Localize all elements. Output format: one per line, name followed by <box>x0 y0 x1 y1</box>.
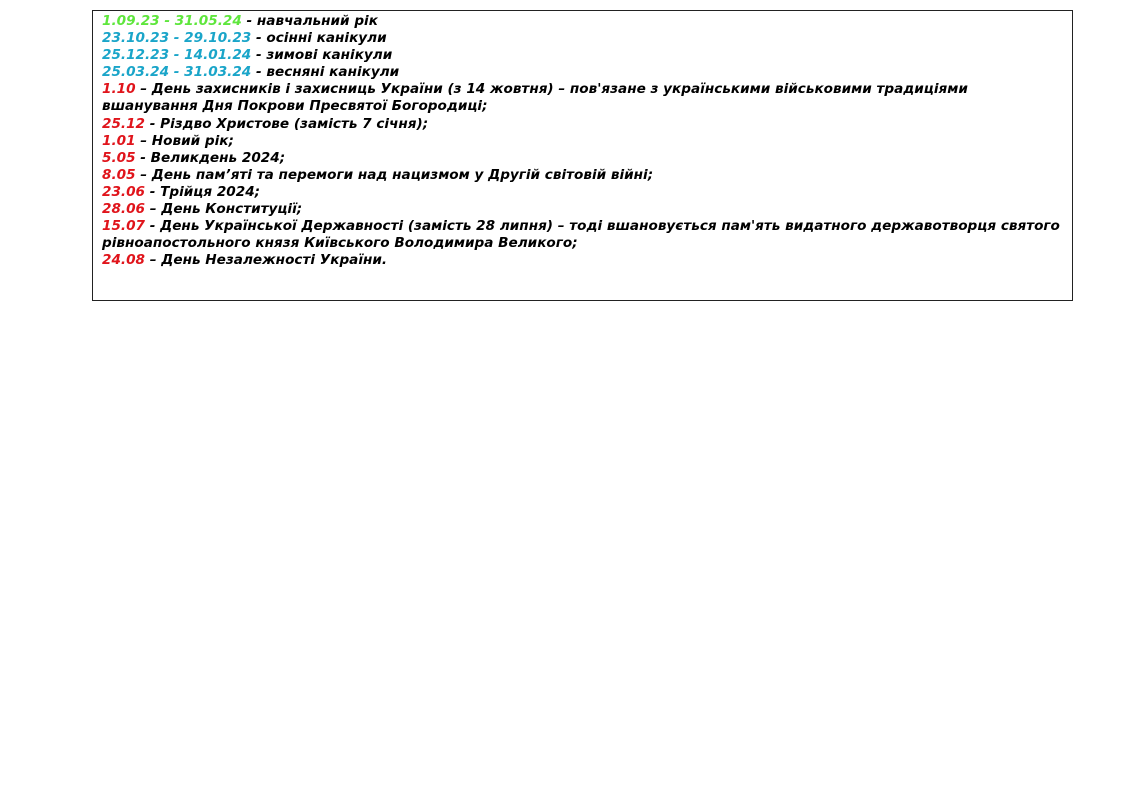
spring-break-dates: 25.03.24 - 31.03.24 <box>102 64 252 81</box>
constitution-day-date: 28.06 <box>102 201 145 218</box>
school-year-dates: 1.09.23 - 31.05.24 <box>102 13 242 29</box>
easter-date: 5.05 <box>102 149 136 166</box>
defenders-day-line <box>102 81 1068 115</box>
statehood-day-date: 15.07 <box>102 218 145 235</box>
new-year-date: 1.01 <box>102 132 136 149</box>
trinity-date: 23.06 <box>102 183 145 200</box>
remembrance-day-label: – День пам’яті та перемоги над нацизмом у Другій світовій війні; <box>135 166 654 183</box>
independence-day-label: – День Незалежності України. <box>145 252 388 269</box>
remembrance-day-date: 8.05 <box>102 166 136 183</box>
christmas-date: 25.12 <box>102 115 145 132</box>
defenders-day-label: – День захисників і захисниць України (з 14 жовтня) – пов'язане з українськими військовими традиціями вшанування Дня Покрови Пресвятої Богородиці; <box>102 81 968 115</box>
winter-break-label: - зимові канікули <box>251 47 393 64</box>
christmas-line <box>102 116 1072 133</box>
trinity-line <box>102 184 1072 201</box>
new-year-label: – Новий рік; <box>135 132 234 149</box>
statehood-day-label: - День Української Державності (замість 28 липня) – тоді вшановується пам'ять видатного державотворця святого рівноапостольного князя Київського Володимира Великого; <box>102 218 1060 252</box>
independence-day-date: 24.08 <box>102 252 145 269</box>
statehood-day-line <box>102 218 1068 252</box>
spring-break-label: - весняні канікули <box>251 64 400 81</box>
constitution-day-line <box>102 201 1072 218</box>
autumn-break-line <box>102 30 1072 47</box>
independence-day-line <box>102 252 1072 269</box>
school-year-label: - навчальний рік <box>241 13 378 29</box>
remembrance-day-line <box>102 167 1072 184</box>
trinity-label: - Трійця 2024; <box>145 183 261 200</box>
constitution-day-label: – День Конституції; <box>145 201 303 218</box>
winter-break-dates: 25.12.23 - 14.01.24 <box>102 47 252 64</box>
autumn-break-dates: 23.10.23 - 29.10.23 <box>102 30 252 47</box>
autumn-break-label: - осінні канікули <box>251 30 387 47</box>
spring-break-line <box>102 64 1072 81</box>
defenders-day-date: 1.10 <box>102 81 136 98</box>
christmas-label: - Різдво Христове (замість 7 січня); <box>145 115 429 132</box>
school-year-line <box>102 13 1072 30</box>
easter-label: - Великдень 2024; <box>135 149 286 166</box>
easter-line <box>102 150 1072 167</box>
winter-break-line <box>102 47 1072 64</box>
new-year-line <box>102 133 1072 150</box>
calendar-legend-box <box>92 10 1073 301</box>
